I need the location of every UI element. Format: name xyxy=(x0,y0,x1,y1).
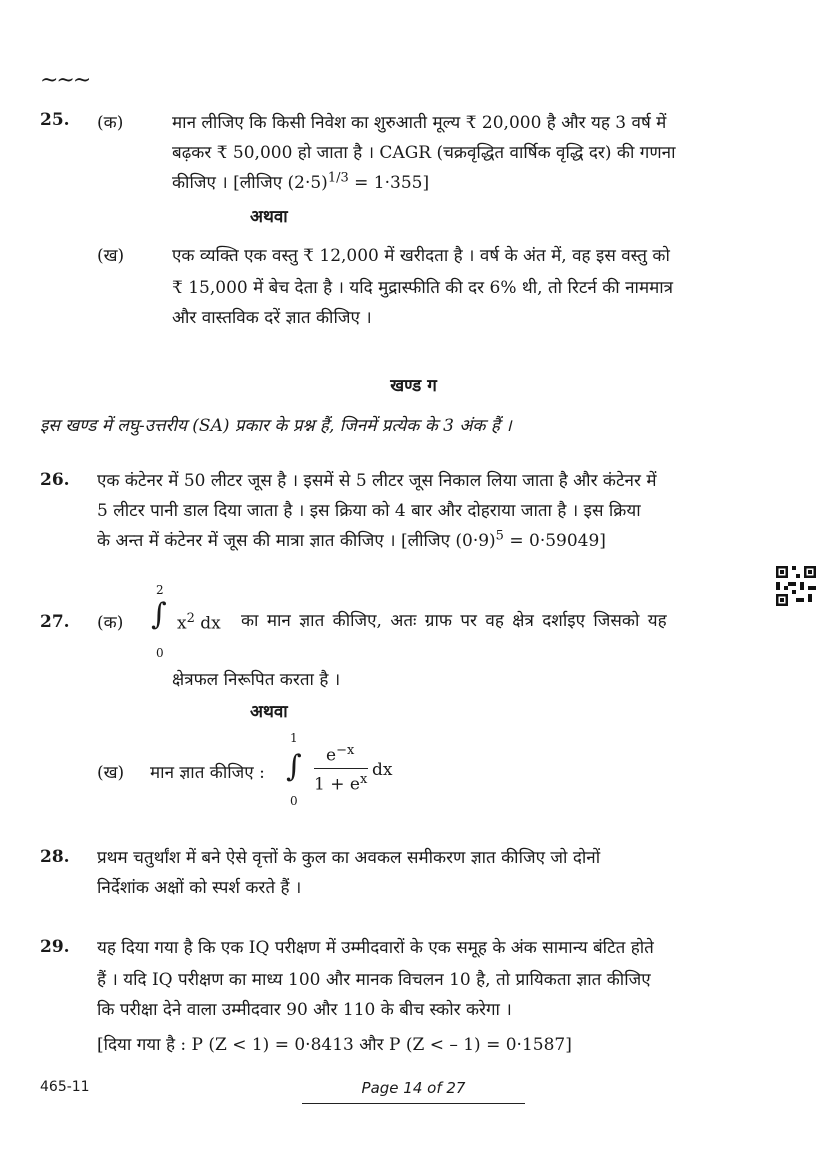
q27-b-num-base: e xyxy=(326,745,337,766)
q27-a-text: का मान ज्ञात कीजिए, अतः ग्राफ पर वह क्षेत्र दर्शाइए जिसको यह xyxy=(241,611,667,631)
q26-line3 xyxy=(97,528,606,551)
qr-code xyxy=(776,566,816,606)
footer-divider xyxy=(302,1103,525,1104)
q27-b-den-base: 1 + e xyxy=(314,774,360,795)
q29-line1: यह दिया गया है कि एक IQ परीक्षण में उम्मीदवारों के एक समूह के अंक सामान्य बंटित होते xyxy=(97,938,654,958)
q28-line2: निर्देशांक अक्षों को स्पर्श करते हैं । xyxy=(97,878,302,898)
q27-a-integrand xyxy=(177,611,221,634)
q26-number: 26. xyxy=(40,470,70,490)
q26-line3-text: के अन्त में कंटेनर में जूस की मात्रा ज्ञात कीजिए । [लीजिए (0·9) xyxy=(97,531,496,551)
q27-a-label: (क) xyxy=(97,613,124,633)
fraction-bar xyxy=(314,768,368,769)
q25-a-label: (क) xyxy=(97,113,124,133)
integral-icon-2: ∫ xyxy=(286,749,302,784)
q27-b-label: (ख) xyxy=(97,763,125,783)
q25-a-line3-end: = 1·355] xyxy=(348,173,430,193)
q25-a-line1: मान लीजिए कि किसी निवेश का शुरुआती मूल्य ₹ 20,000 है और यह 3 वर्ष में xyxy=(172,113,667,133)
q25-b-line1: एक व्यक्ति एक वस्तु ₹ 12,000 में खरीदता है । वर्ष के अंत में, वह इस वस्तु को xyxy=(172,246,670,266)
page-number: Page 14 of 27 xyxy=(361,1079,466,1097)
integral-icon: ∫ xyxy=(151,597,167,632)
q25-a-line3-text: कीजिए । [लीजिए (2·5) xyxy=(172,173,328,193)
q27-b-dx: dx xyxy=(372,760,393,780)
q27-b-denominator xyxy=(314,772,367,795)
q26-line3-end: = 0·59049] xyxy=(503,531,606,551)
q27-b-numerator xyxy=(326,743,354,766)
ornament: ~~~ xyxy=(40,68,90,93)
q27-a-dx: dx xyxy=(200,613,221,634)
q27-a-upper-limit: 2 xyxy=(156,583,164,597)
q27-or: अथवा xyxy=(250,702,288,722)
q25-number: 25. xyxy=(40,110,70,130)
q27-number: 27. xyxy=(40,612,70,632)
q25-a-exponent: 1/3 xyxy=(327,170,349,186)
q29-number: 29. xyxy=(40,937,70,957)
q27-b-text: मान ज्ञात कीजिए : xyxy=(150,763,265,783)
q29-line3: कि परीक्षा देने वाला उम्मीदवार 90 और 110 के बीच स्कोर करेगा । xyxy=(97,1000,512,1020)
q29-line2: हैं । यदि IQ परीक्षण का माध्य 100 और मानक विचलन 10 है, तो प्रायिकता ज्ञात कीजिए xyxy=(97,970,651,990)
q26-line1: एक कंटेनर में 50 लीटर जूस है । इसमें से 5 लीटर जूस निकाल लिया जाता है और कंटेनर में xyxy=(97,471,657,491)
q25-b-label: (ख) xyxy=(97,246,125,266)
q27-a-x: x xyxy=(177,613,187,634)
q27-a-power: 2 xyxy=(186,611,195,626)
q29-line4: [दिया गया है : P (Z < 1) = 0·8413 और P (Z < – 1) = 0·1587] xyxy=(97,1035,572,1055)
q28-line1: प्रथम चतुर्थांश में बने ऐसे वृत्तों के कुल का अवकल समीकरण ज्ञात कीजिए जो दोनों xyxy=(97,848,601,868)
q27-a-lower-limit: 0 xyxy=(156,646,164,660)
q27-b-lower-limit: 0 xyxy=(290,794,298,808)
q27-b-den-exp: x xyxy=(359,772,368,787)
q25-b-line3: और वास्तविक दरें ज्ञात कीजिए । xyxy=(172,308,372,328)
section-title: खण्ड ग xyxy=(390,376,437,396)
q25-or: अथवा xyxy=(250,207,288,227)
q25-b-line2: ₹ 15,000 में बेच देता है । यदि मुद्रास्फीति की दर 6% थी, तो रिटर्न की नाममात्र xyxy=(172,278,674,298)
q25-a-line2: बढ़कर ₹ 50,000 हो जाता है । CAGR (चक्रवृद्धित वार्षिक वृद्धि दर) की गणना xyxy=(172,143,676,163)
section-instruction: इस खण्ड में लघु-उत्तरीय (SA) प्रकार के प्रश्न हैं, जिनमें प्रत्येक के 3 अंक हैं । xyxy=(40,416,512,436)
q27-a-text2: क्षेत्रफल निरूपित करता है । xyxy=(172,670,341,690)
q26-exponent: 5 xyxy=(495,528,504,544)
q27-b-upper-limit: 1 xyxy=(290,731,298,745)
q25-a-line3 xyxy=(172,170,429,193)
exam-code: 465-11 xyxy=(40,1079,90,1095)
q28-number: 28. xyxy=(40,847,70,867)
q27-b-num-exp: −x xyxy=(336,743,355,758)
q26-line2: 5 लीटर पानी डाल दिया जाता है । इस क्रिया को 4 बार और दोहराया जाता है । इस क्रिया xyxy=(97,501,641,521)
